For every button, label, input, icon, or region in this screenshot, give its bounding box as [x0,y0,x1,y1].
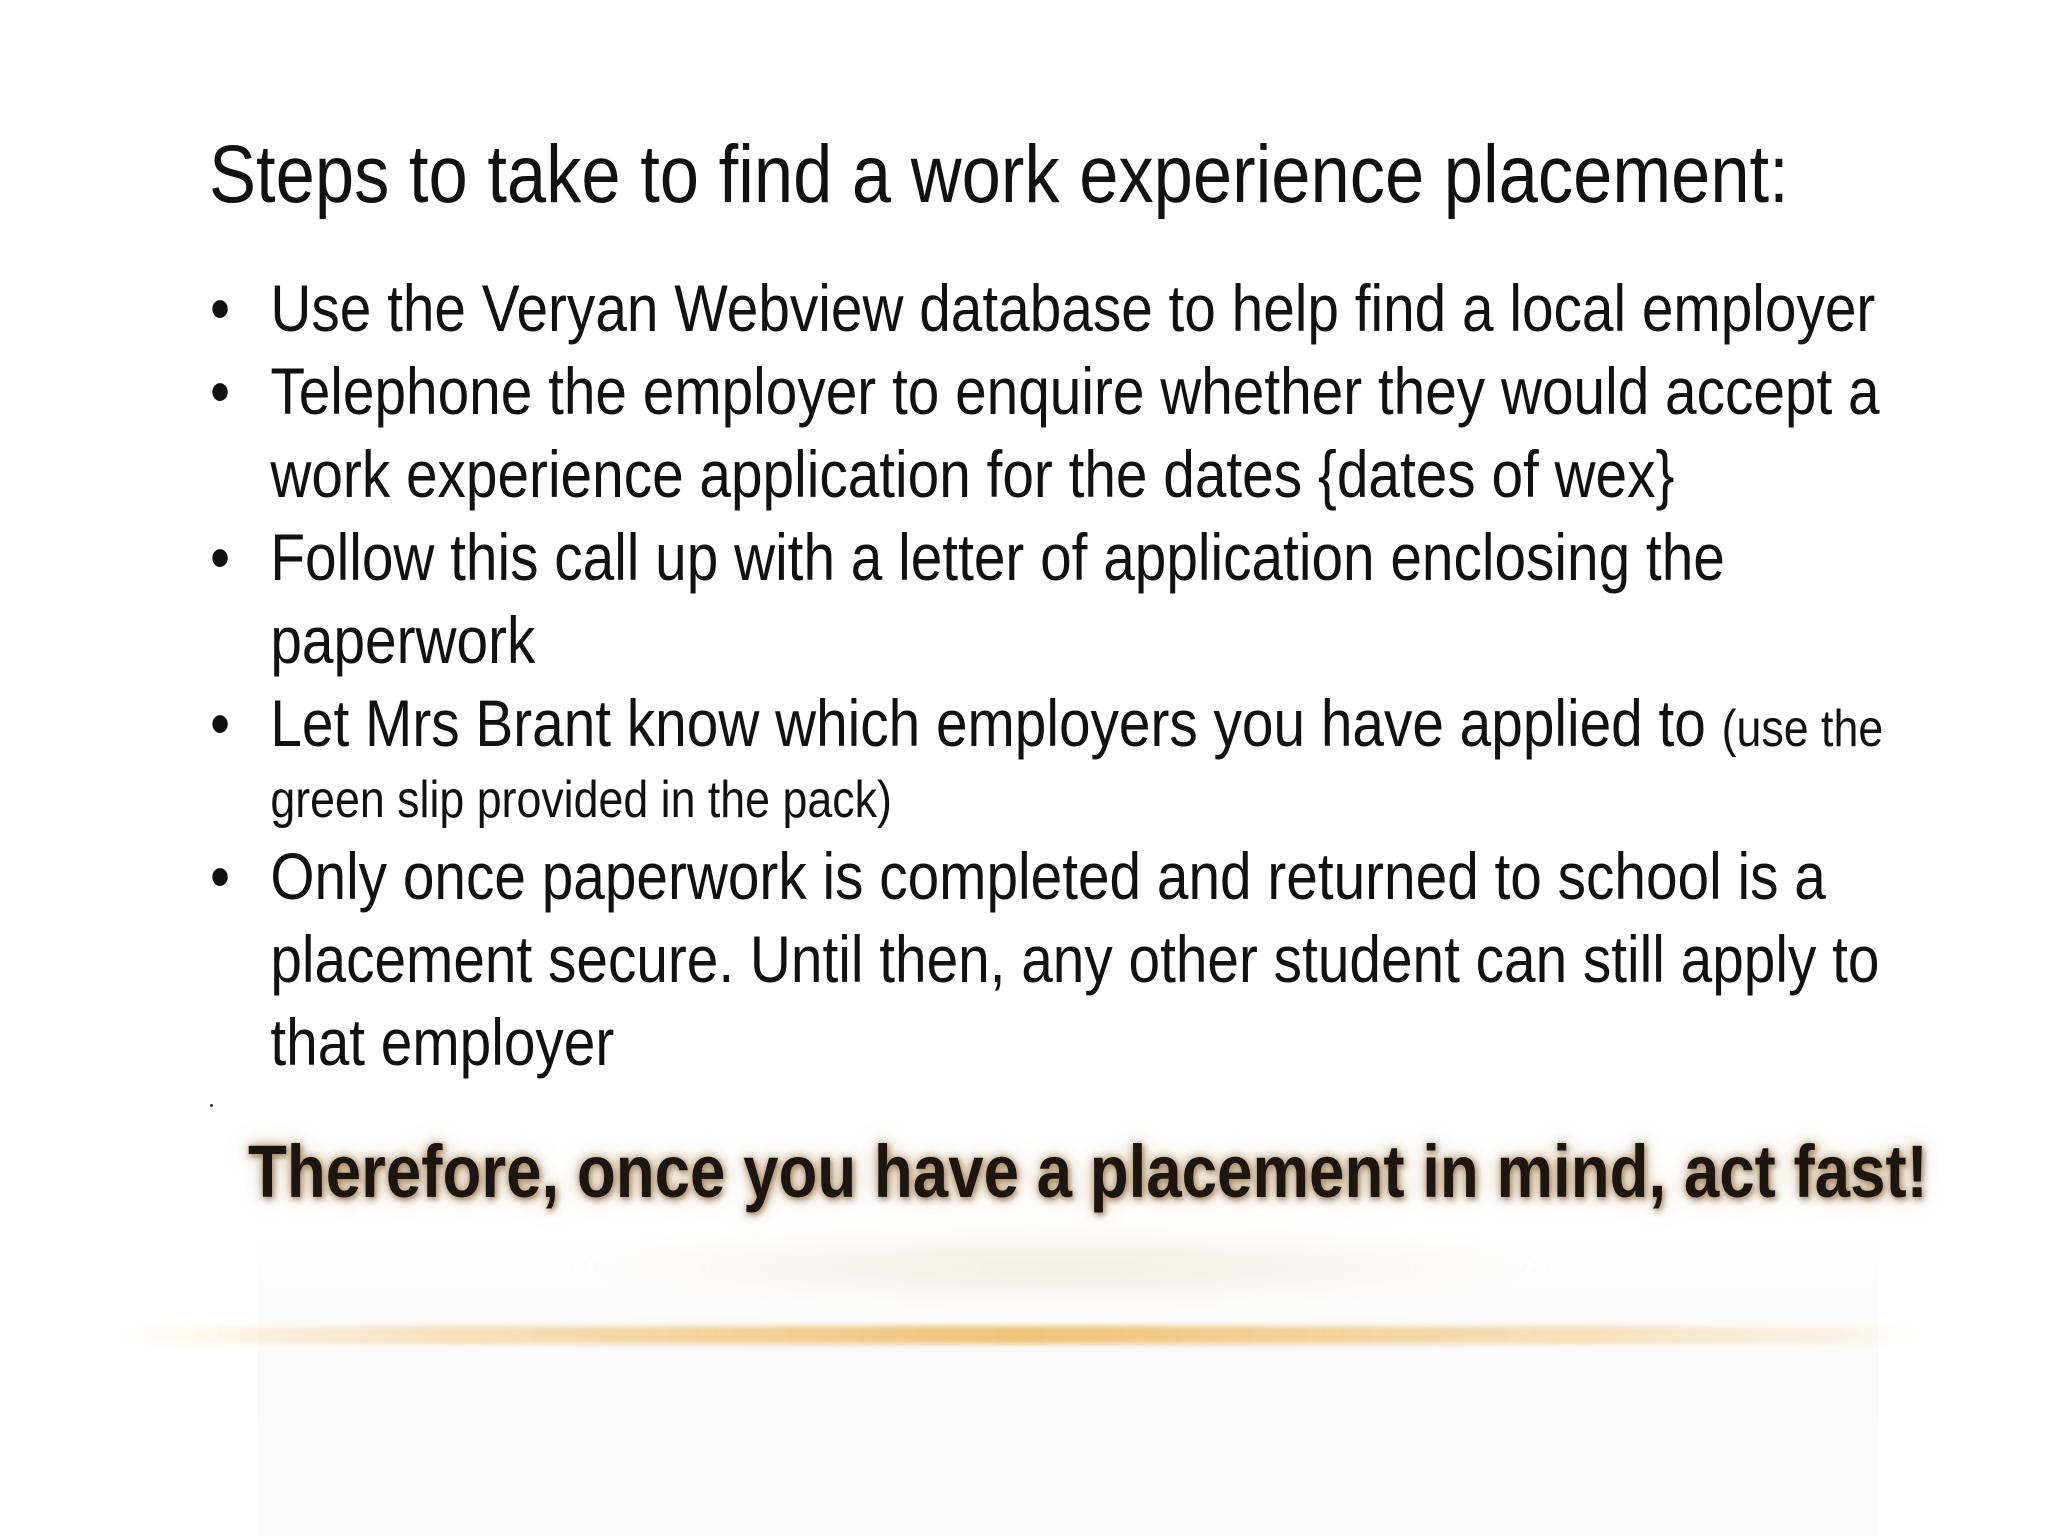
steps-list [205,267,2048,1084]
list-item-main-text: Let Mrs Brant know which employers you have applied to [270,686,1722,760]
list-item-note: (use the [1721,700,1884,758]
list-item-text: Follow this call up with a letter of application enclosing the [270,520,1725,594]
bullet-icon: • [210,520,231,594]
list-item-text: paperwork [270,603,536,677]
stray-dot [210,1104,213,1107]
list-item-text: placement secure. Until then, any other student can still apply to [270,922,1880,996]
closing-callout: Therefore, once you have a placement in mind, act fast! [248,1130,1928,1213]
list-item [205,267,2048,350]
list-item-text: Only once paperwork is completed and returned to school is a [270,839,1826,913]
list-item [205,835,2048,1084]
bullet-icon: • [210,839,231,913]
list-item-note: green slip provided in the pack) [270,771,892,829]
list-item-text: work experience application for the dates {dates of wex} [270,437,1675,511]
list-item-text: that employer [270,1005,615,1079]
bullet-icon: • [210,354,231,428]
list-item [205,516,2048,682]
list-item-text: Telephone the employer to enquire whether they would accept a [270,354,1880,428]
list-item [205,682,2048,835]
slide-title: Steps to take to find a work experience placement: [209,129,1789,220]
decorative-reflection [560,1220,1560,1310]
list-item [205,350,2048,516]
list-item-text [270,682,2048,765]
bullet-icon: • [210,271,231,345]
decorative-gold-line [120,1326,1920,1344]
list-item-text: Use the Veryan Webview database to help find a local employer [270,271,1876,345]
bullet-icon: • [210,686,231,760]
